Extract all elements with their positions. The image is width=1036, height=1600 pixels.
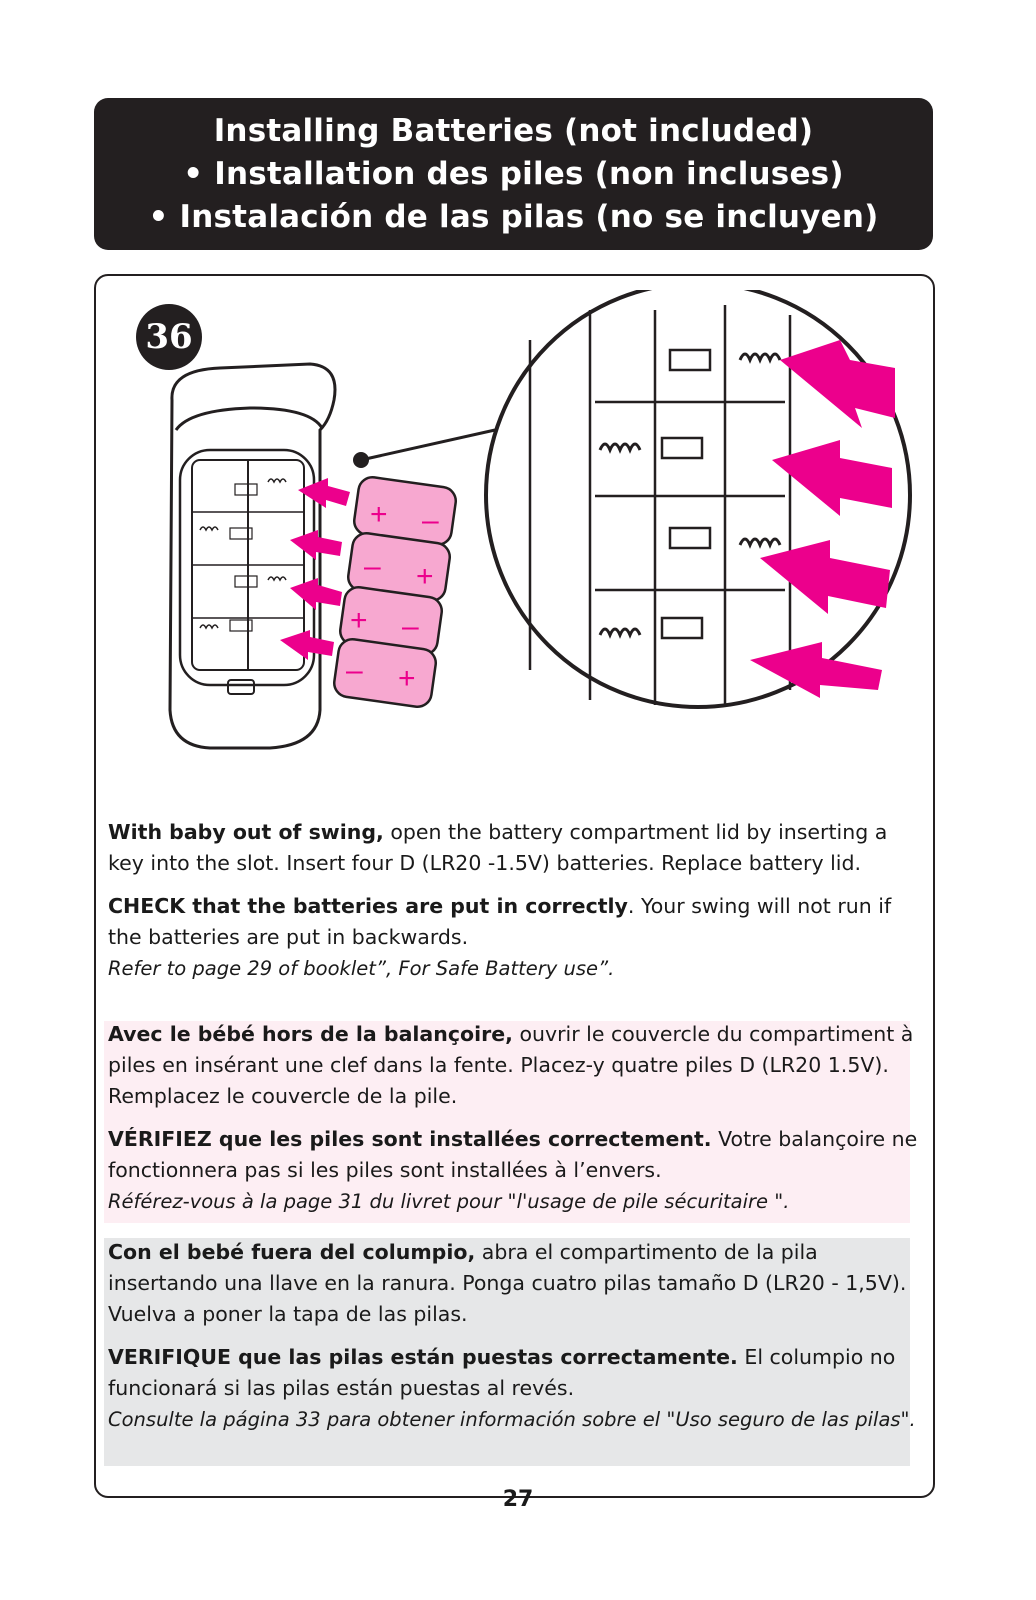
english-p1-bold: With baby out of swing, <box>108 820 384 844</box>
battery-1-plus: + <box>370 498 388 531</box>
english-instructions <box>108 817 918 984</box>
battery-4-plus: + <box>398 662 416 695</box>
english-p1-text: open the battery compartment lid by inserting a key into the slot. Insert four D (LR20 -1.5V) batteries. Replace battery lid. <box>108 820 888 875</box>
step-number-badge: 36 <box>136 304 202 370</box>
battery-2-plus: + <box>416 560 434 593</box>
spanish-paragraph-1 <box>108 1237 918 1330</box>
spanish-p1-text: abra el compartimento de la pila insertando una llave en la ranura. Ponga cuatro pilas tamaño D (LR20 - 1,5V). Vuelva a poner la tapa de las pilas. <box>108 1240 907 1326</box>
spanish-p2-bold: VERIFIQUE que las pilas están puestas correctamente. <box>108 1345 738 1369</box>
french-p2-text: Votre balançoire ne fonctionnera pas si les piles sont installées à l’envers. <box>108 1127 918 1182</box>
battery-installation-illustration <box>150 290 930 790</box>
french-p2-bold: VÉRIFIEZ que les piles sont installées correctement. <box>108 1127 712 1151</box>
zoom-detail-circle <box>486 290 910 707</box>
battery-1-minus: – <box>422 504 439 537</box>
french-instructions <box>108 1019 918 1217</box>
battery-4-minus: – <box>346 654 363 687</box>
header-title-spanish: • Instalación de las pilas (no se incluyen) <box>148 198 879 235</box>
battery-3-minus: – <box>402 610 419 643</box>
header-title-french: • Installation des piles (non incluses) <box>183 155 844 192</box>
french-p2-italic: Référez-vous à la page 31 du livret pour "l'usage de pile sécuritaire ". <box>108 1190 790 1213</box>
french-p1-text: ouvrir le couvercle du compartiment à piles en insérant une clef dans la fente. Placez-y quatre piles D (LR20 1.5V). Remplacez le couvercle de la pile. <box>108 1022 914 1108</box>
battery-3-plus: + <box>350 604 368 637</box>
spanish-p1-bold: Con el bebé fuera del columpio, <box>108 1240 476 1264</box>
small-battery-slot-icons <box>200 479 286 631</box>
english-p2-italic: Refer to page 29 of booklet”, For Safe Battery use”. <box>108 957 615 980</box>
battery-2-minus: – <box>364 550 381 583</box>
page-number: 27 <box>502 1487 534 1512</box>
header-title-english: Installing Batteries (not included) <box>213 112 814 149</box>
spanish-p2-italic: Consulte la página 33 para obtener información sobre el "Uso seguro de las pilas". <box>108 1408 916 1431</box>
french-paragraph-1 <box>108 1019 918 1112</box>
french-paragraph-2 <box>108 1124 918 1217</box>
spanish-p2-text: El columpio no funcionará si las pilas están puestas al revés. <box>108 1345 896 1400</box>
spanish-instructions <box>108 1237 918 1435</box>
french-p1-bold: Avec le bébé hors de la balançoire, <box>108 1022 513 1046</box>
english-p2-bold: CHECK that the batteries are put in correctly <box>108 894 628 918</box>
section-header <box>94 98 933 250</box>
english-paragraph-1 <box>108 817 918 879</box>
english-p2-text: . Your swing will not run if the batteries are put in backwards. <box>108 894 892 949</box>
english-paragraph-2 <box>108 891 918 984</box>
spanish-paragraph-2 <box>108 1342 918 1435</box>
zoom-callout-line <box>353 430 495 468</box>
swing-base-unit <box>170 364 335 748</box>
